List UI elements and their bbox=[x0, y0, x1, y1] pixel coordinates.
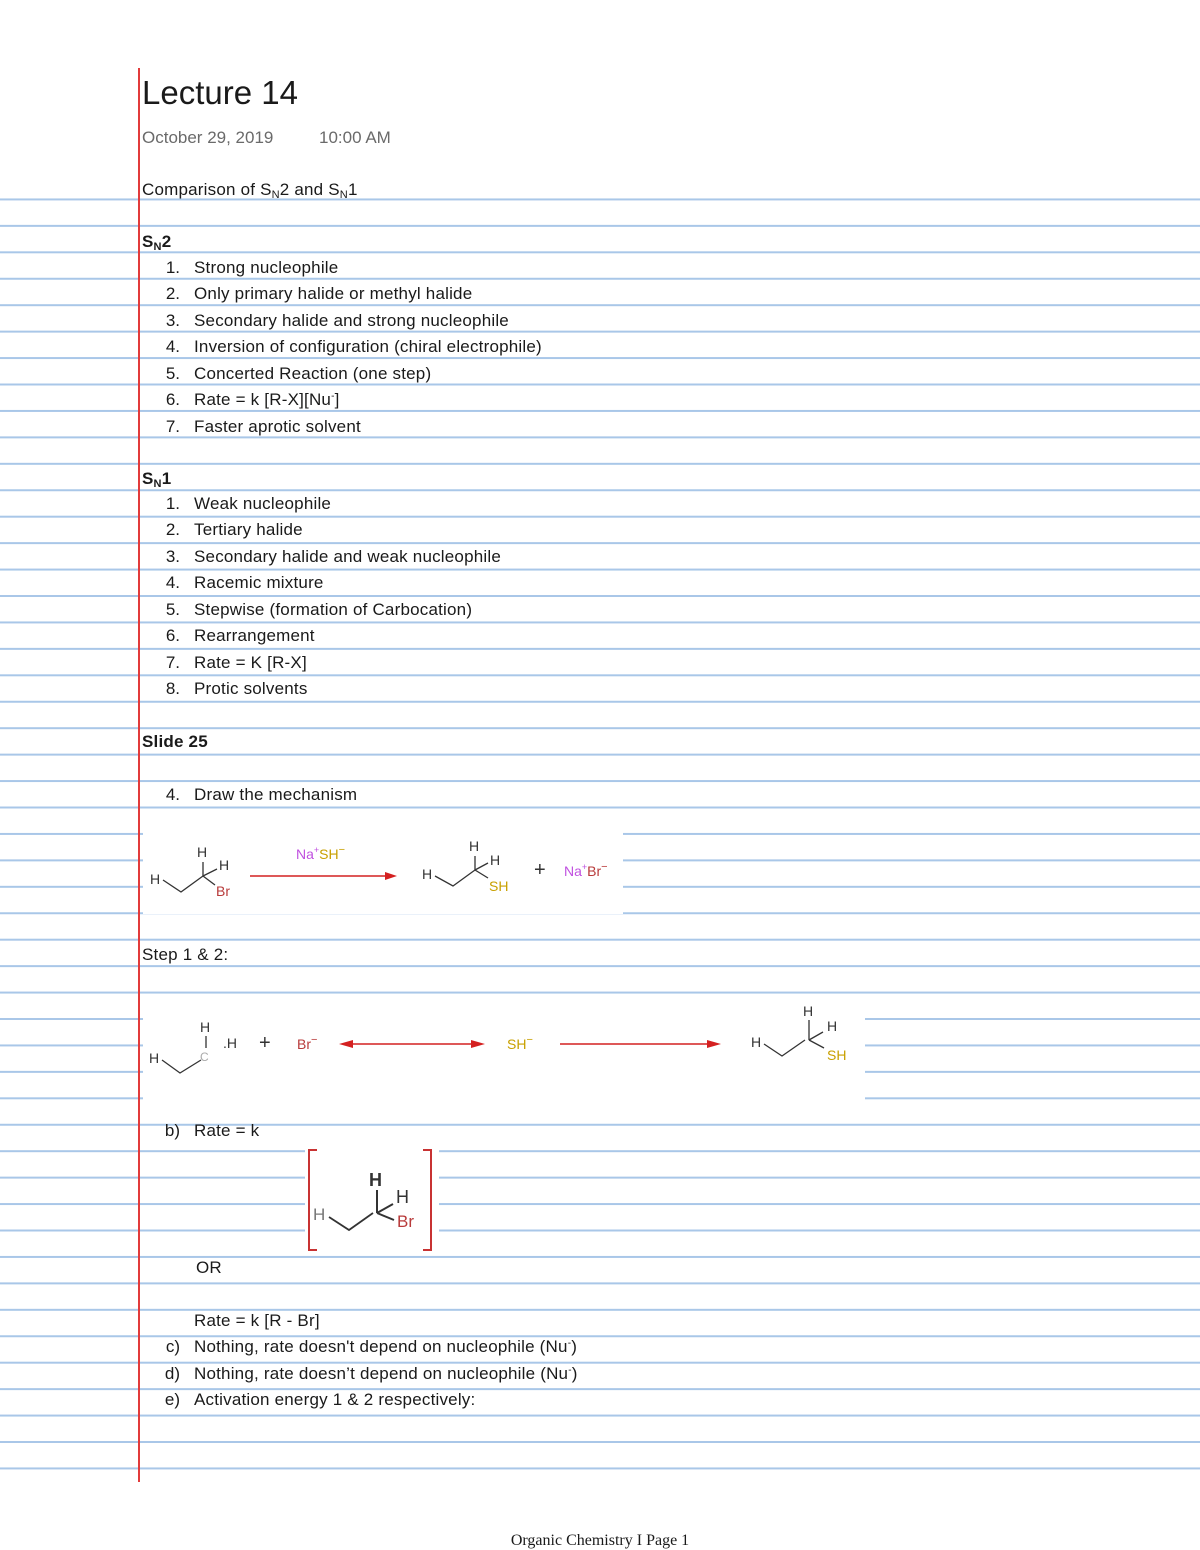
page-footer: Organic Chemistry I Page 1 bbox=[510, 1532, 690, 1549]
sn2-item bbox=[194, 284, 472, 304]
r2-p-sh: SH bbox=[827, 1047, 847, 1063]
sn1-item-number: 3. bbox=[165, 546, 180, 566]
e-label: e) bbox=[164, 1390, 180, 1409]
comparison-prefix: Comparison of S bbox=[142, 180, 272, 199]
comparison-end: 1 bbox=[347, 180, 358, 199]
b-label: b) bbox=[164, 1121, 180, 1140]
r1-p-h-left: H bbox=[422, 866, 433, 882]
r2-carbon: C bbox=[200, 1050, 209, 1064]
r2-thiolate-sh: SH bbox=[507, 1036, 527, 1052]
sn2-item-number: 6. bbox=[165, 390, 180, 410]
sn2-item bbox=[194, 390, 340, 410]
sn1-item-number: 7. bbox=[165, 652, 180, 672]
bracket-h-right: H bbox=[396, 1187, 409, 1207]
e-text: Activation energy 1 & 2 respectively: bbox=[194, 1390, 476, 1409]
reaction-1-bg bbox=[143, 832, 623, 914]
step-label: Step 1 & 2: bbox=[142, 945, 229, 964]
sn2-item bbox=[194, 258, 338, 278]
sn2-item bbox=[194, 311, 509, 331]
sn2-item-text: Rate = k [R-X][Nu bbox=[194, 390, 332, 410]
sn1-item-text: Secondary halide and weak nucleophile bbox=[194, 546, 501, 566]
r2-p-h-right: H bbox=[827, 1018, 838, 1034]
comparison-sub-1: N bbox=[271, 189, 280, 201]
r1-h-right: H bbox=[219, 857, 230, 873]
sn2-item-number: 4. bbox=[165, 337, 180, 357]
sn1-item bbox=[194, 547, 501, 567]
rate-text: Rate = k [R - Br] bbox=[194, 1311, 320, 1330]
q4-number: 4. bbox=[165, 785, 180, 804]
r1-product-br: Br bbox=[587, 863, 602, 879]
reaction-1-figure bbox=[143, 832, 623, 914]
r1-reagent bbox=[296, 844, 345, 862]
r1-product-na: Na bbox=[564, 863, 582, 879]
r2-h-left: H bbox=[149, 1050, 160, 1066]
comparison-sub-2: N bbox=[339, 189, 348, 201]
comparison-heading bbox=[142, 180, 358, 201]
c-text-main: Nothing, rate doesn't depend on nucleophile (Nu bbox=[194, 1337, 568, 1356]
r1-reagent-na: Na bbox=[296, 846, 314, 862]
r1-h-top: H bbox=[197, 844, 208, 860]
r2-h-top: H bbox=[200, 1019, 211, 1035]
sn1-item-text: Rate = K [R-X] bbox=[194, 652, 307, 672]
r1-plus: + bbox=[534, 859, 546, 881]
r1-p-sh: SH bbox=[489, 878, 509, 894]
r1-p-h-right: H bbox=[490, 852, 501, 868]
sn1-item-number: 4. bbox=[165, 573, 180, 593]
sn1-heading bbox=[142, 469, 171, 490]
sn2-heading-num: 2 bbox=[161, 232, 172, 251]
sn2-rate-sup: - bbox=[331, 391, 335, 403]
r2-p-h-top: H bbox=[803, 1003, 814, 1019]
bracket-br: Br bbox=[397, 1212, 414, 1231]
sn1-item-number: 6. bbox=[165, 626, 180, 646]
sn2-heading bbox=[142, 232, 171, 253]
sn2-item bbox=[194, 364, 431, 384]
r2-p-h-left: H bbox=[751, 1034, 762, 1050]
d-text bbox=[194, 1364, 578, 1384]
sn1-heading-sub: N bbox=[153, 478, 162, 490]
page-date: October 29, 2019 bbox=[142, 128, 274, 147]
sn2-item-number: 3. bbox=[165, 310, 180, 330]
r1-reagent-minus: − bbox=[338, 844, 346, 856]
sn1-item-text: Tertiary halide bbox=[194, 520, 303, 540]
margin-line bbox=[138, 68, 140, 1482]
c-text-close: ) bbox=[571, 1337, 578, 1356]
r2-h-right: .H bbox=[223, 1035, 238, 1051]
sn1-heading-s: S bbox=[142, 469, 154, 488]
sn1-item bbox=[194, 626, 315, 646]
sn1-item-text: Stepwise (formation of Carbocation) bbox=[194, 599, 473, 619]
sn1-item-text: Racemic mixture bbox=[194, 573, 324, 593]
sn1-item-number: 2. bbox=[165, 520, 180, 540]
sn1-heading-num: 1 bbox=[161, 469, 172, 488]
sn2-item-number: 2. bbox=[165, 284, 180, 304]
sn1-item-text: Protic solvents bbox=[194, 679, 308, 699]
sn1-item bbox=[194, 679, 308, 699]
c-text bbox=[194, 1337, 577, 1357]
page-title: Lecture 14 bbox=[142, 74, 298, 111]
sn2-item bbox=[194, 337, 542, 357]
r1-product-plus: + bbox=[581, 862, 588, 872]
sn2-item-number: 5. bbox=[165, 363, 180, 383]
r1-product-minus: − bbox=[601, 861, 608, 873]
r1-reagent-plus: + bbox=[313, 845, 320, 855]
slide-heading: Slide 25 bbox=[142, 732, 208, 751]
bracket-figure-bg bbox=[305, 1147, 439, 1253]
sn1-item-text: Rearrangement bbox=[194, 626, 315, 646]
sn1-item bbox=[194, 494, 331, 514]
r2-thiolate-minus: − bbox=[526, 1034, 533, 1046]
r2-bromide-br: Br bbox=[297, 1036, 311, 1052]
reaction-2-figure bbox=[143, 996, 865, 1100]
sn2-item-text: Concerted Reaction (one step) bbox=[194, 363, 432, 383]
comparison-mid: 2 and S bbox=[279, 180, 340, 199]
sn1-item bbox=[194, 520, 303, 540]
sn1-item-number: 5. bbox=[165, 599, 180, 619]
r1-h-left: H bbox=[150, 871, 161, 887]
sn1-item-number: 1. bbox=[165, 494, 180, 513]
sn2-rate-close: ] bbox=[334, 390, 340, 410]
d-text-close: ) bbox=[571, 1364, 578, 1383]
r2-plus: + bbox=[259, 1032, 271, 1054]
sn2-item-text: Only primary halide or methyl halide bbox=[194, 284, 473, 304]
r2-bromide-minus: − bbox=[311, 1034, 318, 1046]
bracket-h-top: H bbox=[369, 1170, 382, 1190]
d-text-main: Nothing, rate doesn’t depend on nucleophile (Nu bbox=[194, 1364, 569, 1383]
sn2-item-text: Faster aprotic solvent bbox=[194, 416, 361, 436]
sn2-item-text: Strong nucleophile bbox=[194, 258, 339, 277]
d-text-sup: - bbox=[568, 1365, 572, 1376]
sn2-item-text: Inversion of configuration (chiral electrophile) bbox=[194, 337, 542, 357]
r2-h-right-letter: H bbox=[226, 1035, 238, 1051]
sn2-item bbox=[194, 417, 361, 437]
sn1-item bbox=[194, 573, 324, 593]
q4-text: Draw the mechanism bbox=[194, 785, 358, 804]
sn1-item-text: Weak nucleophile bbox=[194, 494, 332, 513]
bracket-h-left: H bbox=[313, 1205, 326, 1224]
r1-p-h-top: H bbox=[469, 838, 480, 854]
sn2-item-text: Secondary halide and strong nucleophile bbox=[194, 310, 509, 330]
page-time: 10:00 AM bbox=[319, 128, 391, 147]
c-label: c) bbox=[165, 1337, 180, 1356]
sn2-item-number: 1. bbox=[165, 258, 180, 277]
b-text: Rate = k bbox=[194, 1121, 260, 1140]
sn1-item bbox=[194, 653, 307, 673]
d-label: d) bbox=[164, 1364, 180, 1383]
bracket-structure-figure bbox=[305, 1147, 439, 1253]
sn2-heading-s: S bbox=[142, 232, 154, 251]
sn2-item-number: 7. bbox=[165, 416, 180, 436]
r1-reagent-sh: SH bbox=[319, 846, 339, 862]
sn2-heading-sub: N bbox=[153, 241, 162, 253]
or-text: OR bbox=[196, 1258, 222, 1277]
sn1-item bbox=[194, 600, 472, 620]
r1-br: Br bbox=[216, 883, 230, 899]
sn1-item-number: 8. bbox=[165, 679, 180, 699]
c-text-sup: - bbox=[567, 1338, 572, 1349]
